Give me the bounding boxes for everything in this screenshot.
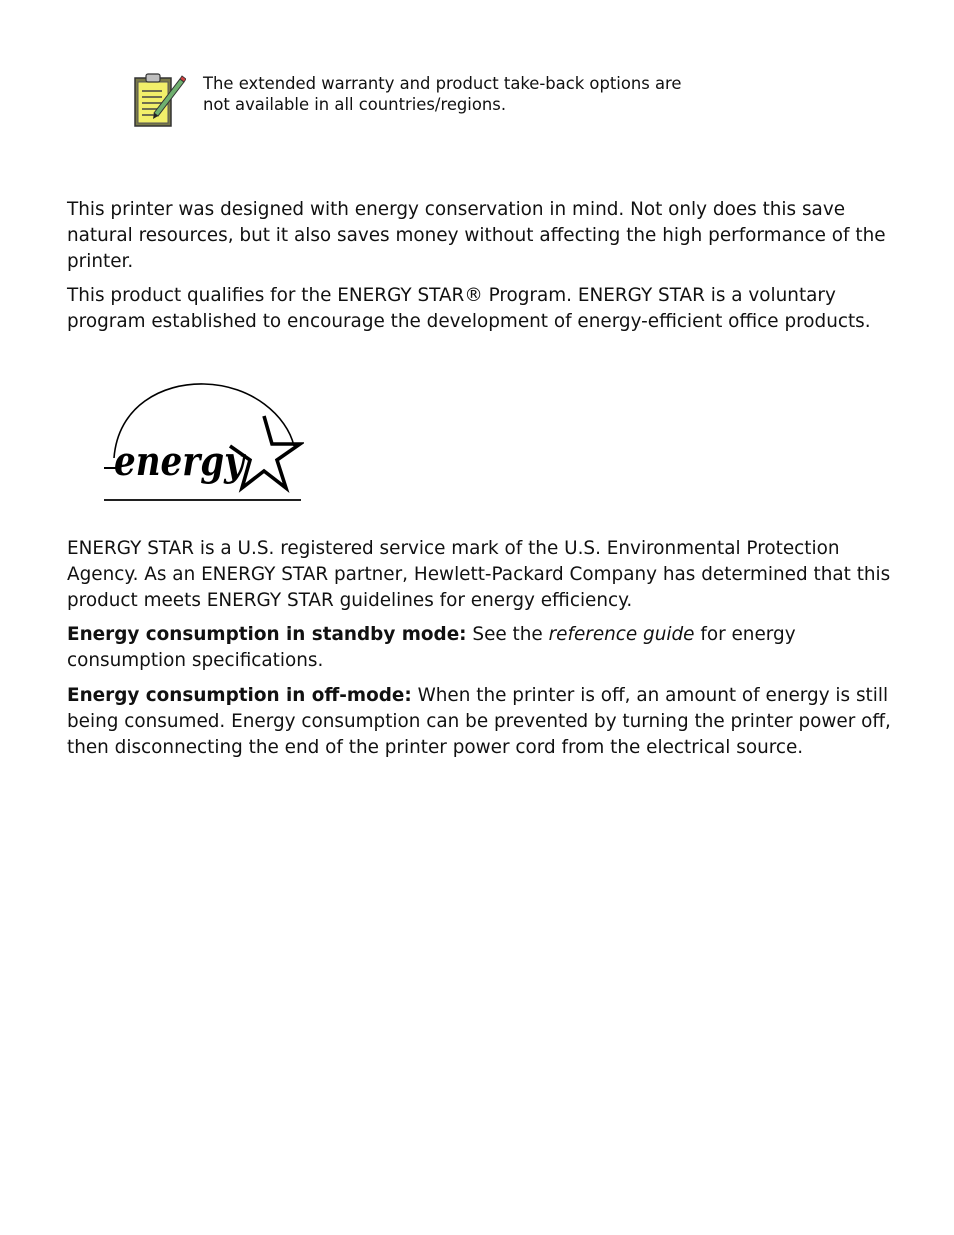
standby-pre: See the bbox=[472, 624, 543, 646]
energy-wordmark: energy bbox=[114, 437, 247, 485]
energy-star-logo-icon bbox=[102, 376, 304, 503]
offmode-paragraph bbox=[67, 683, 897, 760]
intro-paragraph-2: This product qualifies for the ENERGY STAR® Program. ENERGY STAR is a voluntary program established to encourage the development of energy-efficient office products. bbox=[67, 285, 871, 333]
standby-paragraph bbox=[67, 622, 897, 674]
main-content bbox=[67, 197, 897, 769]
note-text-line2: not available in all countries/regions. bbox=[203, 95, 507, 114]
notepad-icon bbox=[132, 71, 186, 129]
note-text bbox=[203, 73, 763, 115]
standby-label: Energy consumption in standby mode: bbox=[67, 624, 467, 646]
note-text-line1: The extended warranty and product take-back options are bbox=[203, 74, 682, 93]
note-box bbox=[132, 71, 772, 131]
intro-paragraph-1: This printer was designed with energy conservation in mind. Not only does this save natural resources, but it also saves money without affecting the high performance of the printer. bbox=[67, 199, 886, 272]
offmode-label: Energy consumption in off-mode: bbox=[67, 684, 412, 706]
standby-post: for energy consumption specifications. bbox=[67, 624, 796, 672]
offmode-text: When the printer is off, an amount of energy is still being consumed. Energy consumption can be prevented by turning the printer power off, then disconnecting the end of the printer power cord from the electrical source. bbox=[67, 684, 891, 758]
energy-star-paragraph: ENERGY STAR is a U.S. registered service mark of the U.S. Environmental Protection Agency. As an ENERGY STAR partner, Hewlett-Packard Company has determined that this product meets ENERGY STAR guidelines for energy efficiency. bbox=[67, 537, 891, 611]
reference-guide-text: reference guide bbox=[548, 624, 695, 646]
energy-star-logo bbox=[102, 376, 304, 503]
